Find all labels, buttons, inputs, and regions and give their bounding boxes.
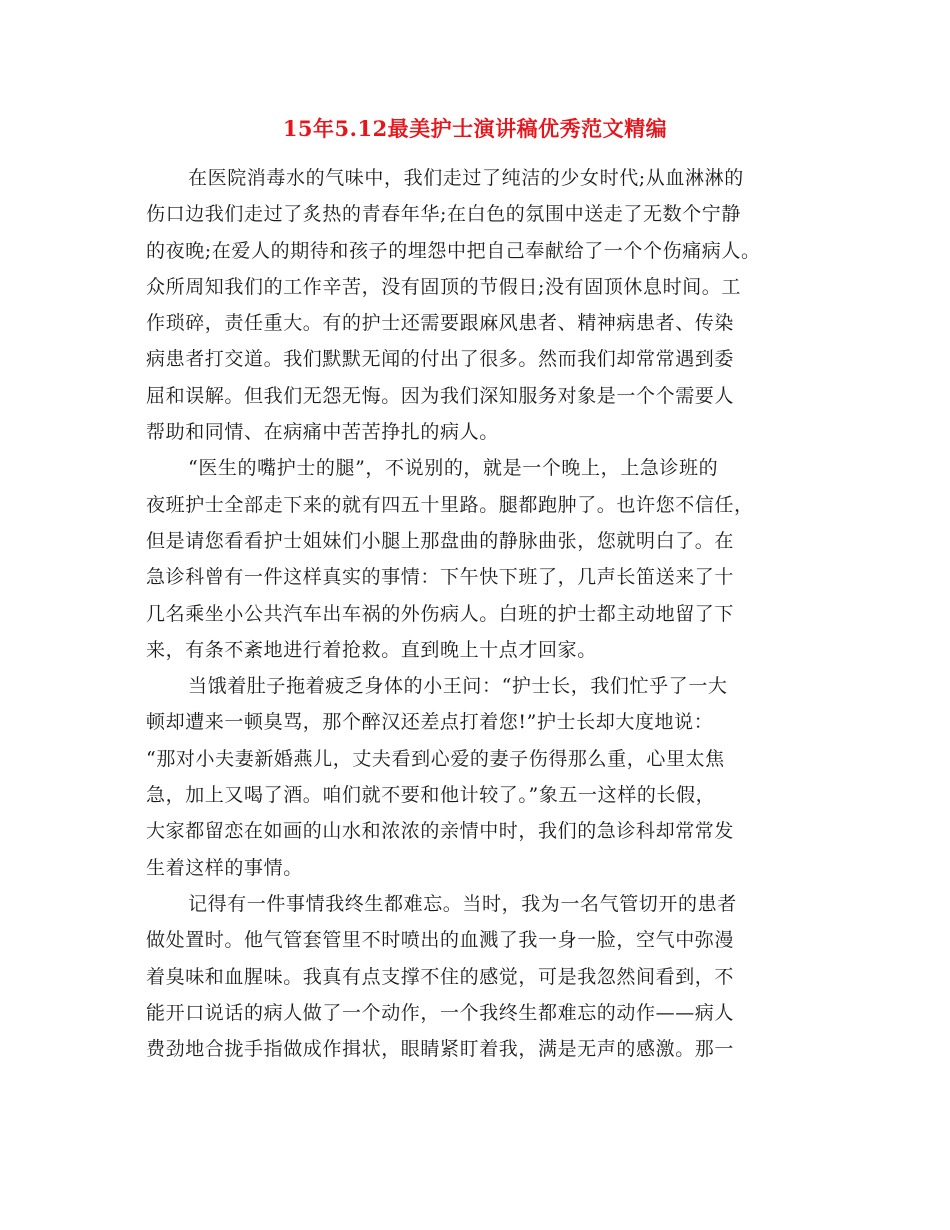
text-line: “那对小夫妻新婚燕儿，丈夫看到心爱的妻子伤得那么重，心里太焦 <box>146 747 725 770</box>
text-line: 当饿着肚子拖着疲乏身体的小王问：“护士长，我们忙乎了一大 <box>188 675 728 698</box>
text-line: 但是请您看看护士姐妹们小腿上那盘曲的静脉曲张，您就明白了。在 <box>146 529 735 552</box>
text-line: 生着这样的事情。 <box>146 856 303 879</box>
text-line: 众所周知我们的工作辛苦，没有固顶的节假日;没有固顶休息时间。工 <box>146 275 742 298</box>
text-line: 大家都留恋在如画的山水和浓浓的亲情中时，我们的急诊科却常常发 <box>146 820 735 843</box>
text-line: 着臭味和血腥味。我真有点支撑不住的感觉，可是我忽然间看到，不 <box>146 965 735 988</box>
text-line: 急诊科曾有一件这样真实的事情：下午快下班了，几声长笛送来了十 <box>146 566 735 589</box>
text-line: 作琐碎，责任重大。有的护士还需要跟麻风患者、精神病患者、传染 <box>146 312 735 335</box>
text-line: 帮助和同情、在病痛中苦苦挣扎的病人。 <box>146 421 499 444</box>
document-title: 15年5.12最美护士演讲稿优秀范文精编 <box>282 116 668 141</box>
text-line: 来，有条不紊地进行着抢救。直到晚上十点才回家。 <box>146 638 597 661</box>
text-line: “医生的嘴护士的腿”，不说别的，就是一个晚上，上急诊班的 <box>188 457 719 480</box>
text-line: 费劲地合拢手指做成作揖状，眼睛紧盯着我，满是无声的感激。那一 <box>146 1038 735 1061</box>
text-line: 屈和误解。但我们无怨无悔。因为我们深知服务对象是一个个需要人 <box>146 384 735 407</box>
text-line: 的夜晚;在爱人的期待和孩子的埋怨中把自己奉献给了一个个伤痛病人。 <box>146 239 761 262</box>
document-body <box>146 160 806 1067</box>
text-line: 顿却遭来一顿臭骂，那个醉汉还差点打着您!”护士长却大度地说： <box>146 711 714 734</box>
text-line: 伤口边我们走过了炙热的青春年华;在白色的氛围中送走了无数个宁静 <box>146 203 742 226</box>
text-line: 能开口说话的病人做了一个动作，一个我终生都难忘的动作——病人 <box>146 1001 735 1024</box>
text-line: 记得有一件事情我终生都难忘。当时，我为一名气管切开的患者 <box>188 892 737 915</box>
text-line: 在医院消毒水的气味中，我们走过了纯洁的少女时代;从血淋淋的 <box>188 167 744 189</box>
text-line: 病患者打交道。我们默默无闻的付出了很多。然而我们却常常遇到委 <box>146 348 735 371</box>
text-line: 几名乘坐小公共汽车出车祸的外伤病人。白班的护士都主动地留了下 <box>146 602 735 625</box>
text-line: 急，加上又喝了酒。咱们就不要和他计较了。”象五一这样的长假， <box>146 784 716 807</box>
text-line: 做处置时。他气管套管里不时喷出的血溅了我一身一脸，空气中弥漫 <box>146 929 735 952</box>
text-line: 夜班护士全部走下来的就有四五十里路。腿都跑肿了。也许您不信任， <box>146 493 754 516</box>
